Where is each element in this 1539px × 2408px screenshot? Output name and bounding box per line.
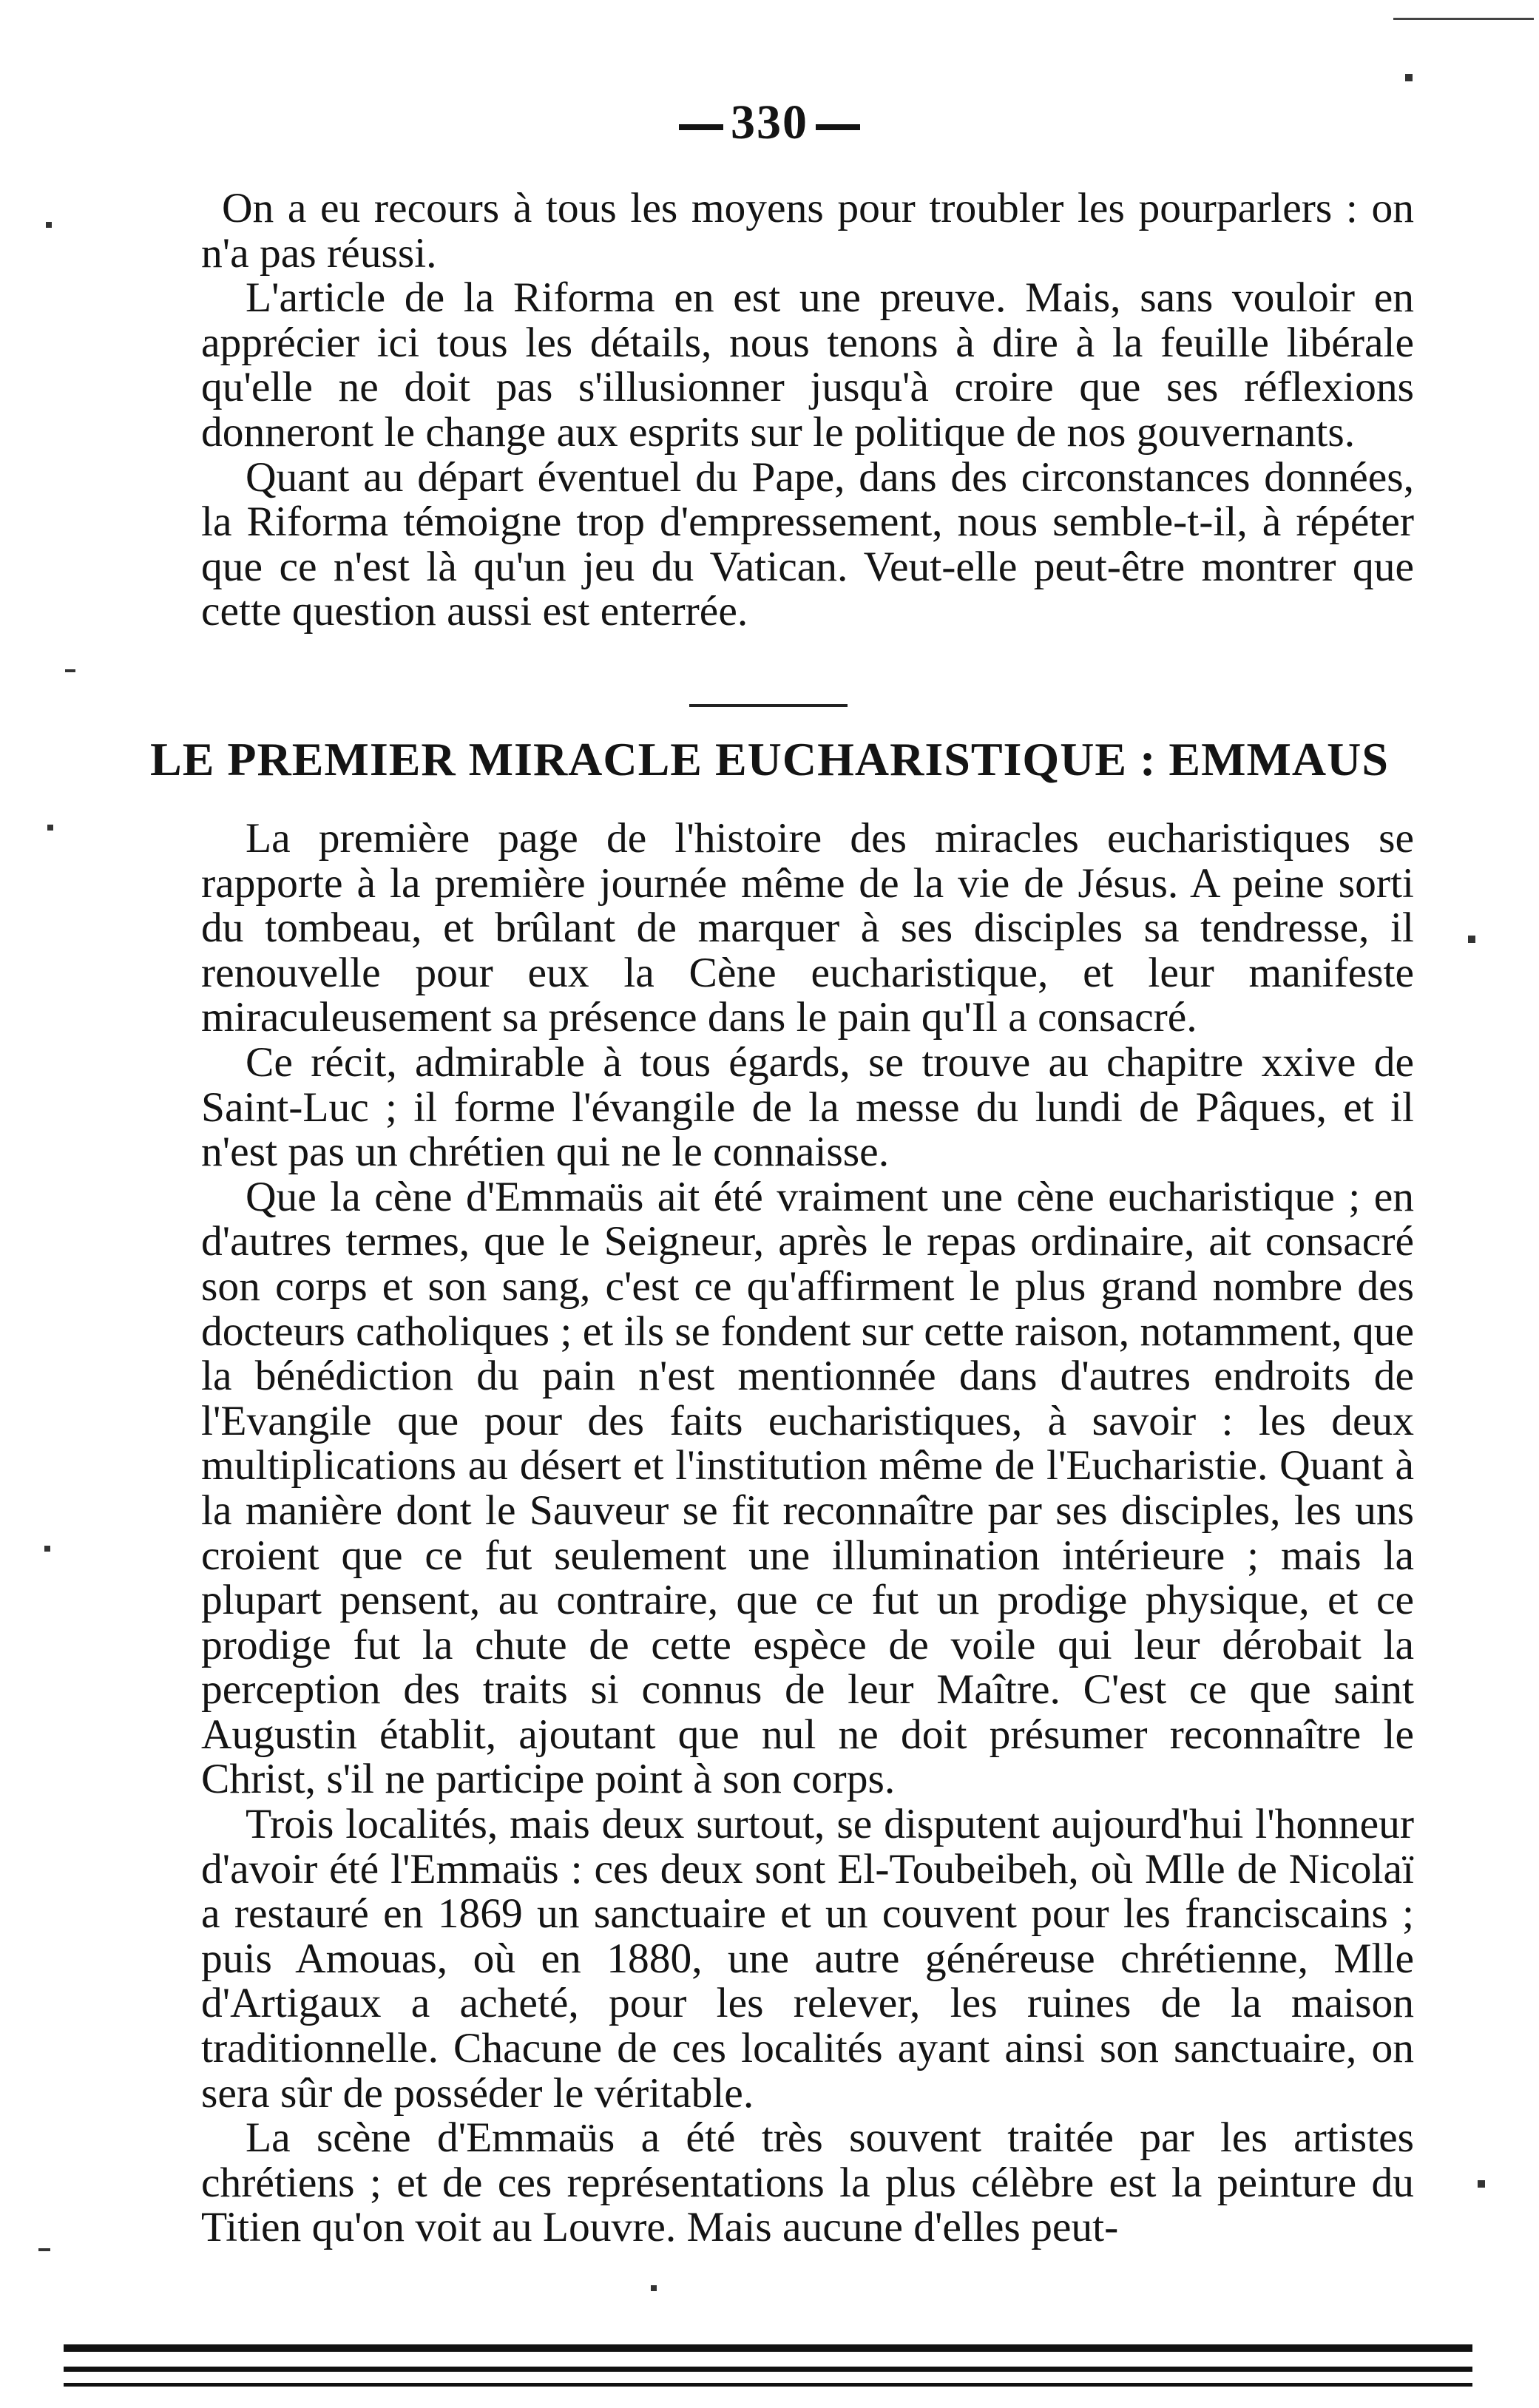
paragraph: La scène d'Emmaüs a été très souvent traitée par les artistes chrétiens ; et de ces représentations la plus célèbre est la peinture du Titien qu'on voit au Louvre. Mais aucune d'elles peut- xyxy=(201,2114,1414,2251)
paragraph: La première page de l'histoire des miracles eucharistiques se rapporte à la première journée même de la vie de Jésus. A peine sorti du tombeau, et brûlant de marquer à ses disciples sa tendresse, il renouvelle pour eux la Cène eucharistique, et leur manifeste miraculeusement sa présence dans le pain qu'Il a consacré. xyxy=(201,815,1414,1041)
page-number-ornament-right xyxy=(816,124,860,130)
scan-speck xyxy=(1478,2180,1485,2188)
paragraph: Trois localités, mais deux surtout, se disputent aujourd'hui l'honneur d'avoir été l'Emmaüs : ces deux sont El-Toubeibeh, où Mlle de Nicolaï a restauré en 1869 un sanctuaire et un couvent pour les franciscains ; puis Amouas, où en 1880, une autre généreuse chrétienne, Mlle d'Artigaux a acheté, pour les relever, les ruines de la maison traditionnelle. Chacune de ces localités ayant ainsi son sanctuaire, on sera sûr de posséder le véritable. xyxy=(201,1801,1414,2117)
paragraph: On a eu recours à tous les moyens pour troubler les pourparlers : on n'a pas réussi. xyxy=(201,185,1414,277)
scan-bottom-border xyxy=(64,2367,1472,2372)
scan-speck xyxy=(651,2285,657,2291)
section-divider xyxy=(689,704,848,707)
scan-speck xyxy=(46,222,52,228)
scan-edge-mark xyxy=(1393,18,1534,20)
page-number-value: 330 xyxy=(731,95,808,149)
scan-speck xyxy=(47,825,53,831)
paragraph: Quant au départ éventuel du Pape, dans des circonstances données, la Riforma témoigne trop d'empressement, nous semble-t-il, à répéter que ce n'est là qu'un jeu du Vatican. Veut-elle peut-être montrer que cette question aussi est enterrée. xyxy=(201,453,1414,635)
scan-speck xyxy=(44,1546,50,1552)
scan-speck xyxy=(1405,74,1413,81)
page-number xyxy=(0,95,1539,151)
article-continuation xyxy=(201,186,1414,635)
scan-speck xyxy=(1468,936,1475,943)
scan-speck xyxy=(38,2248,50,2251)
scan-speck xyxy=(65,669,75,672)
article-body xyxy=(201,816,1414,2250)
scan-bottom-border xyxy=(64,2344,1472,2352)
paragraph: Que la cène d'Emmaüs ait été vraiment une cène eucharistique ; en d'autres termes, que le Seigneur, après le repas ordinaire, ait consacré son corps et son sang, c'est ce qu'affirment le plus grand nombre des docteurs catholiques ; et ils se fondent sur cette raison, notamment, que la bénédiction du pain n'est mentionnée dans d'autres endroits de l'Evangile que pour des faits eucharistiques, à savoir : les deux multiplications au désert et l'institution même de l'Eucharistie. Quant à la manière dont le Sauveur se fit reconnaître par ses disciples, les uns croient que ce fut seulement une illumination intérieure ; mais la plupart pensent, au contraire, que ce fut un prodige physique, et ce prodige fut la chute de cette espèce de voile qui leur dérobait la perception des traits si connus de leur Maître. C'est ce que saint Augustin établit, ajoutant que nul ne doit présumer reconnaître le Christ, s'il ne participe point à son corps. xyxy=(201,1173,1414,1803)
article-heading: LE PREMIER MIRACLE EUCHARISTIQUE : EMMAUS xyxy=(150,733,1389,785)
paragraph: L'article de la Riforma en est une preuve. Mais, sans vouloir en apprécier ici tous les détails, nous tenons à dire à la feuille libérale qu'elle ne doit pas s'illusionner jusqu'à croire que ses réflexions donneront le change aux esprits sur le politique de nos gouvernants. xyxy=(201,274,1414,456)
scan-bottom-border xyxy=(64,2383,1472,2387)
paragraph: Ce récit, admirable à tous égards, se trouve au chapitre xxive de Saint-Luc ; il forme l'évangile de la messe du lundi de Pâques, et il n'est pas un chrétien qui ne le connaisse. xyxy=(201,1038,1414,1176)
page-number-ornament-left xyxy=(679,124,723,130)
